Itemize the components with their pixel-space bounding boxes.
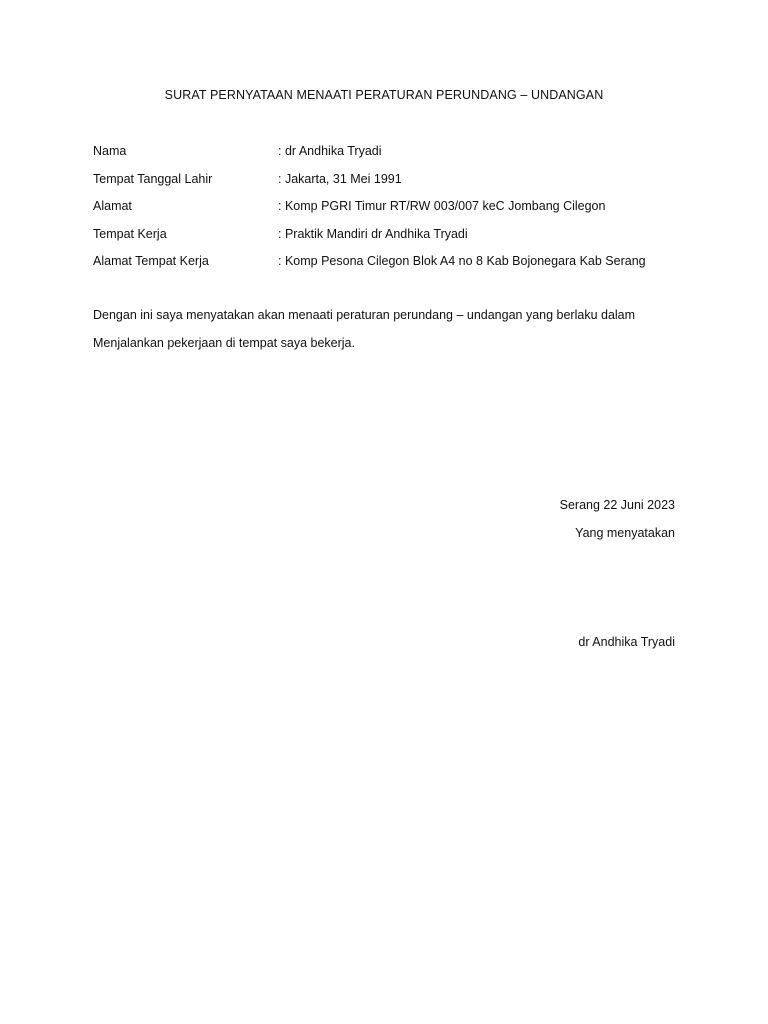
- field-row-tempat-tanggal-lahir: [93, 171, 693, 199]
- signer-name: dr Andhika Tryadi: [578, 635, 675, 649]
- closing-phrase: Yang menyatakan: [575, 526, 675, 540]
- field-label: Tempat Kerja: [93, 226, 167, 241]
- identity-fields: [93, 143, 693, 281]
- field-label: Tempat Tanggal Lahir: [93, 171, 213, 186]
- field-label: Alamat: [93, 199, 132, 213]
- field-label: Alamat Tempat Kerja: [93, 254, 209, 268]
- field-value: : Komp PGRI Timur RT/RW 003/007 keC Jombang Cilegon: [278, 199, 606, 213]
- field-row-tempat-kerja: [93, 226, 693, 254]
- field-row-nama: [93, 143, 693, 171]
- statement-paragraph: [93, 307, 693, 363]
- field-value: : Komp Pesona Cilegon Blok A4 no 8 Kab Bojonegara Kab Serang: [278, 254, 646, 268]
- document-title: SURAT PERNYATAAN MENAATI PERATURAN PERUNDANG – UNDANGAN: [164, 88, 604, 102]
- field-row-alamat-tempat-kerja: [93, 253, 693, 281]
- field-label: Nama: [93, 144, 127, 158]
- place-and-date: Serang 22 Juni 2023: [559, 498, 675, 512]
- statement-line: Dengan ini saya menyatakan akan menaati peraturan perundang – undangan yang berlaku dalam: [93, 308, 636, 322]
- field-value: : Praktik Mandiri dr Andhika Tryadi: [278, 226, 468, 241]
- field-row-alamat: [93, 198, 693, 226]
- field-value: : dr Andhika Tryadi: [278, 144, 382, 158]
- statement-line: Menjalankan pekerjaan di tempat saya bekerja.: [93, 336, 355, 350]
- field-value: : Jakarta, 31 Mei 1991: [278, 171, 402, 186]
